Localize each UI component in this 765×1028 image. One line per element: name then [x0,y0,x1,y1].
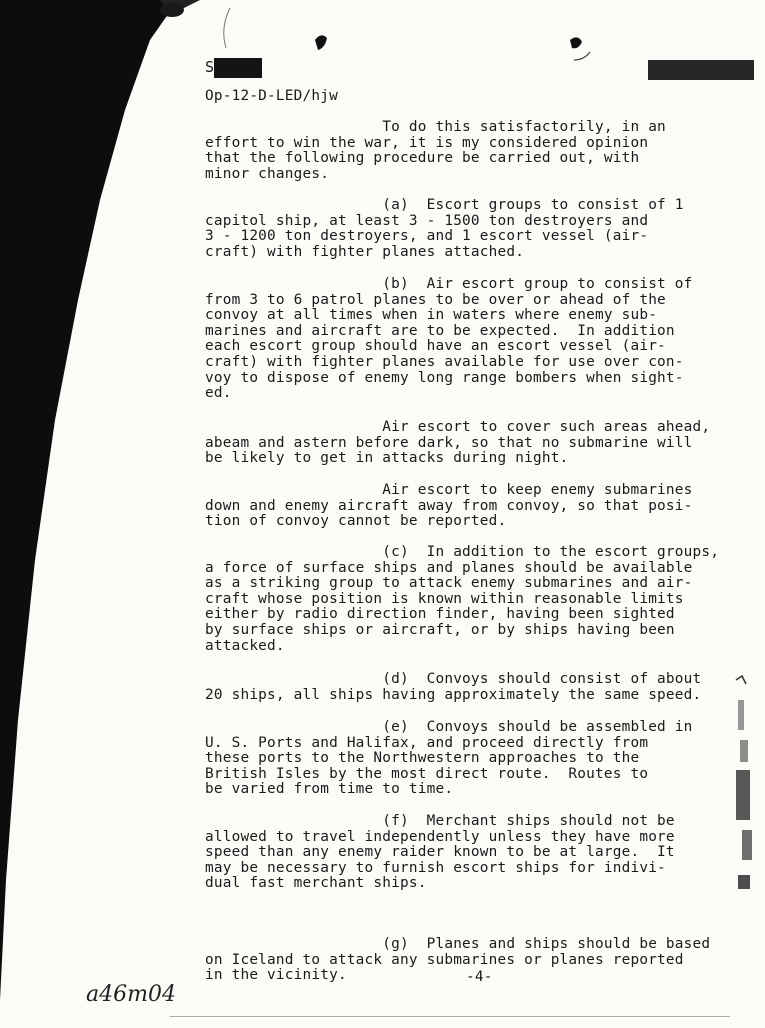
bottom-edge-line [170,1016,730,1017]
paragraph-air-escort-1: Air escort to cover such areas ahead, abeam and astern before dark, so that no submarine will be likely to get in attacks during night. [205,419,711,467]
paragraph-e: (e) Convoys should be assembled in U. S. Ports and Halifax, and proceed directly from these ports to the Northwestern approaches to the British Isles by the most direct route. Routes to be varied from time to time. [205,719,693,798]
document-reference: Op-12-D-LED/hjw [205,88,338,104]
handwritten-note: a46m04 [86,982,176,1007]
paragraph-f: (f) Merchant ships should not be allowed to travel independently unless they have more speed than any enemy raider known to be at large. It may be necessary to furnish escort ships for indivi- dual fast merchant ships. [205,813,675,892]
scan-shadow [0,0,200,1028]
paragraph-a: (a) Escort groups to consist of 1 capitol ship, at least 3 - 1500 ton destroyers and 3 - 1200 ton destroyers, and 1 escort vessel (air- craft) with fighter planes attached. [205,197,684,260]
classification-redaction-left [214,58,262,78]
paragraph-g: (g) Planes and ships should be based on Iceland to attack any submarines or planes reported in the vicinity. [205,936,711,984]
paragraph-b: (b) Air escort group to consist of from 3 to 6 patrol planes to be over or ahead of the convoy at all times when in waters where enemy sub- marines and aircraft are to be expected. In addition each escort group should have an escort vessel (air- craft) with fighter planes available for use over con- voy to dispose of enemy long range bombers when sight- ed. [205,276,693,402]
paragraph-d: (d) Convoys should consist of about 20 ships, all ships having approximately the same speed. [205,671,702,703]
margin-stamp-marks [728,670,765,900]
paragraph-intro: To do this satisfactorily, in an effort to win the war, it is my considered opinion that the following procedure be carried out, with minor changes. [205,119,666,182]
page-number: -4- [466,969,493,985]
classification-prefix: S [205,58,215,76]
paragraph-air-escort-2: Air escort to keep enemy submarines down and enemy aircraft away from convoy, so that posi- tion of convoy cannot be reported. [205,482,693,530]
classification-redaction-right [648,60,754,80]
paragraph-c: (c) In addition to the escort groups, a force of surface ships and planes should be available as a striking group to attack enemy submarines and air- craft whose position is known within reasonable limits either by radio direction finder, having been sighted by surface ships or aircraft, or by ships having been attacked. [205,544,720,654]
